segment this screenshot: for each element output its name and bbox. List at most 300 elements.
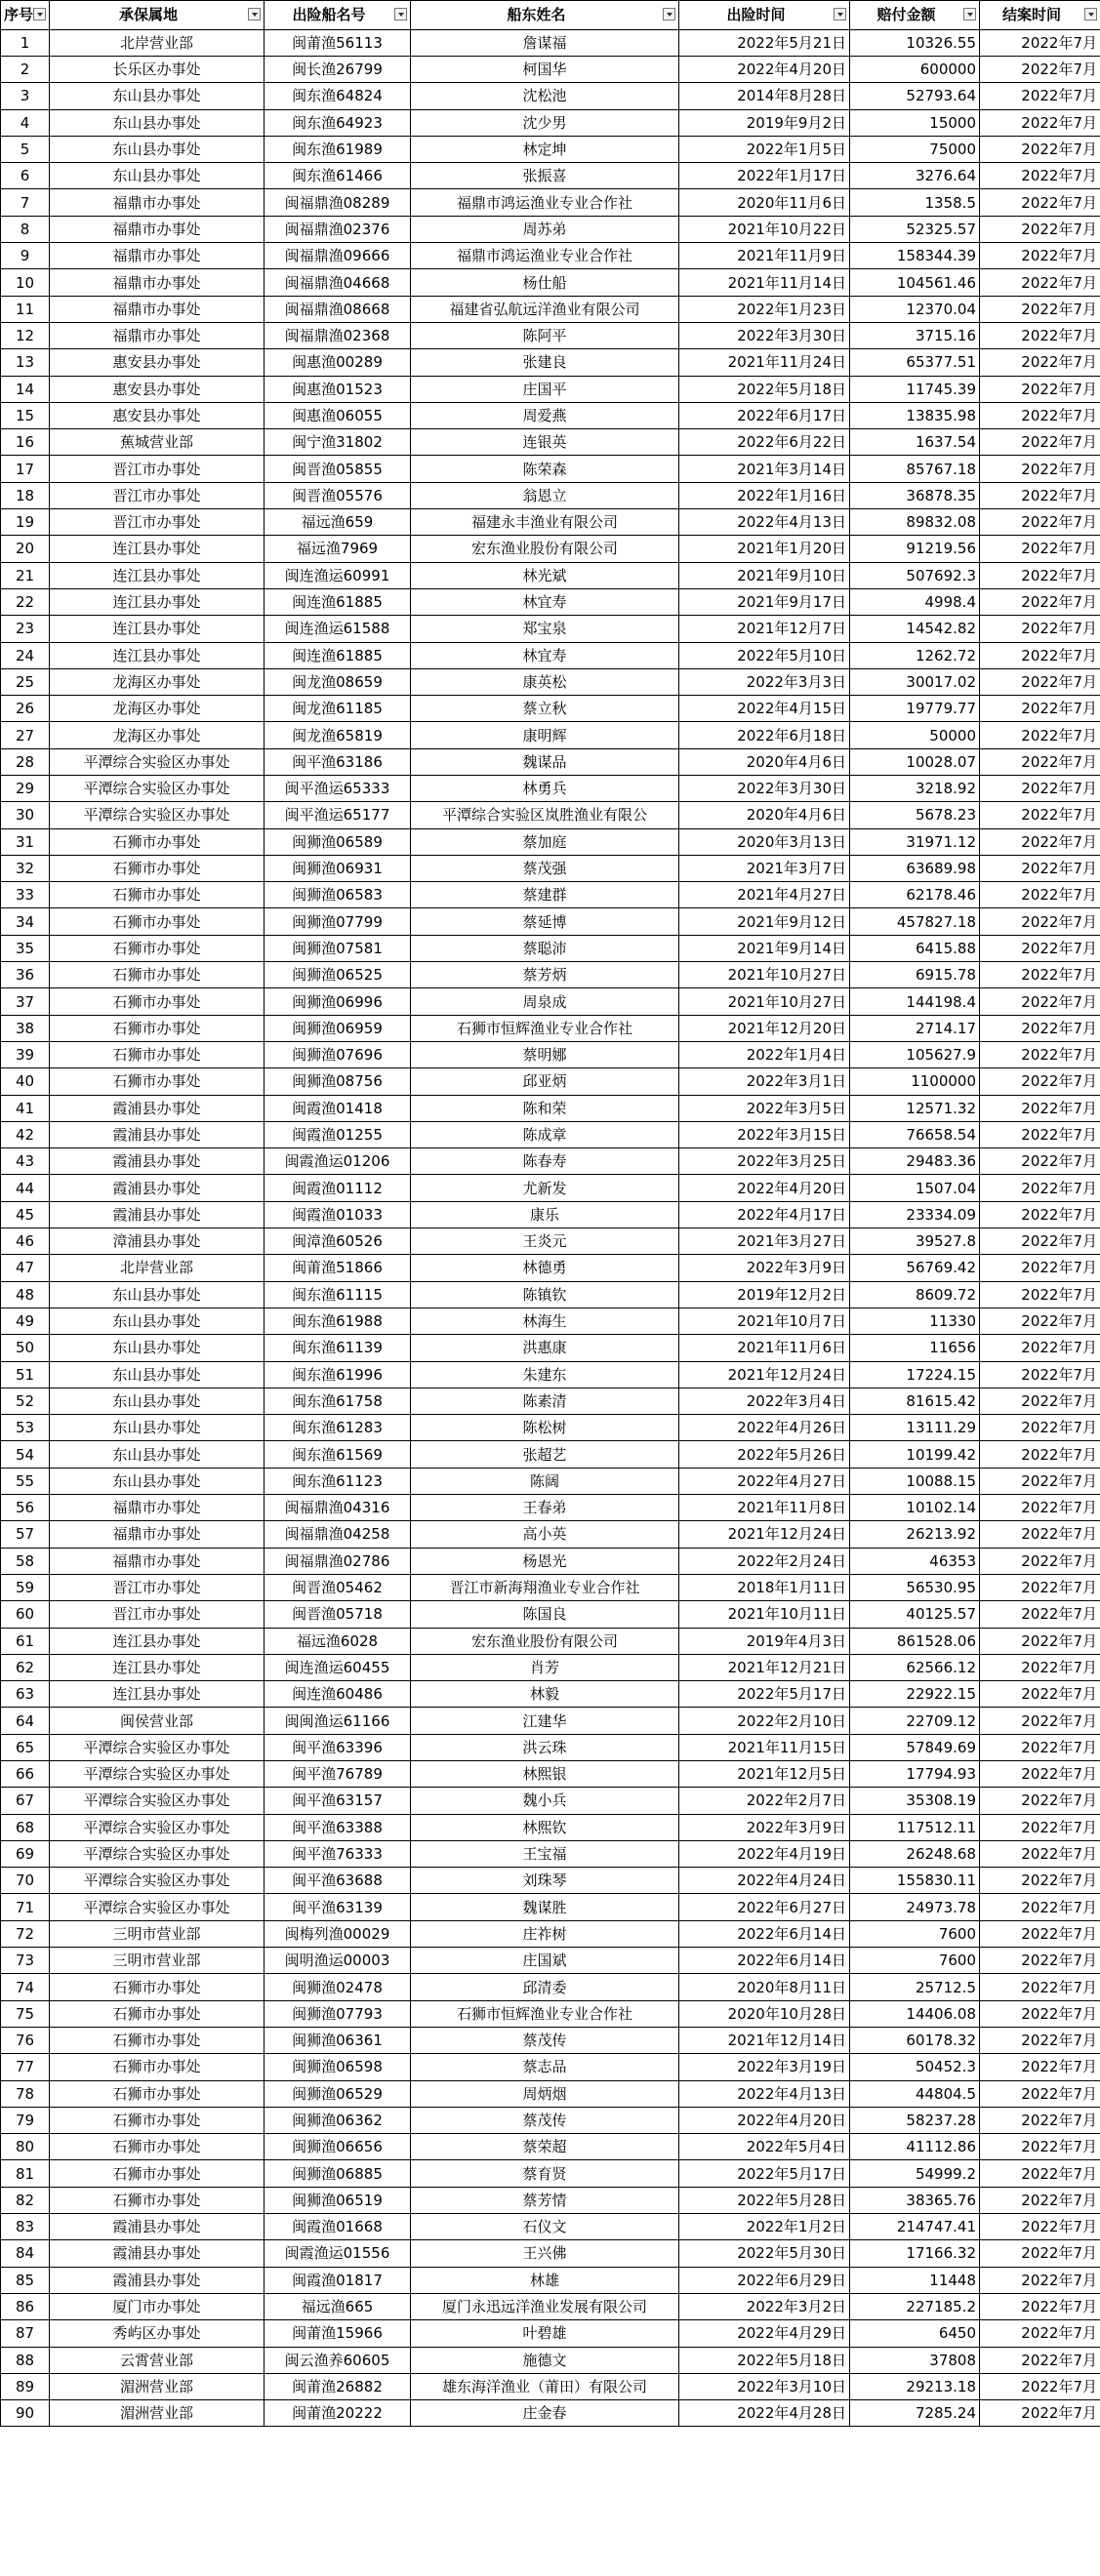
cell-amount[interactable]: 35308.19 [850,1788,980,1814]
filter-dropdown-icon[interactable] [663,8,675,20]
cell-close-date[interactable]: 2022年7月 [980,802,1100,828]
cell-vessel[interactable]: 闽福鼎渔02786 [265,1548,411,1574]
cell-owner[interactable]: 林光斌 [411,562,679,588]
cell-owner[interactable]: 沈少男 [411,109,679,136]
cell-branch[interactable]: 连江县办事处 [50,536,265,562]
cell-owner[interactable]: 林宜寿 [411,642,679,668]
cell-incident-date[interactable]: 2021年9月14日 [679,935,850,961]
cell-seq[interactable]: 27 [1,722,50,748]
cell-owner[interactable]: 林勇兵 [411,776,679,802]
cell-close-date[interactable]: 2022年7月 [980,1788,1100,1814]
cell-vessel[interactable]: 闽东渔61139 [265,1335,411,1361]
cell-owner[interactable]: 柯国华 [411,56,679,82]
cell-owner[interactable]: 陈镇钦 [411,1281,679,1308]
cell-incident-date[interactable]: 2022年3月1日 [679,1068,850,1095]
cell-vessel[interactable]: 闽福鼎渔04316 [265,1495,411,1521]
cell-incident-date[interactable]: 2022年6月14日 [679,1920,850,1947]
cell-branch[interactable]: 福鼎市办事处 [50,216,265,242]
cell-owner[interactable]: 庄国斌 [411,1948,679,1974]
cell-branch[interactable]: 蕉城营业部 [50,429,265,456]
cell-close-date[interactable]: 2022年7月 [980,828,1100,855]
filter-dropdown-icon[interactable] [394,8,407,20]
cell-vessel[interactable]: 闽连渔运60991 [265,562,411,588]
cell-vessel[interactable]: 闽晋渔05462 [265,1574,411,1600]
cell-amount[interactable]: 158344.39 [850,243,980,269]
cell-close-date[interactable]: 2022年7月 [980,2107,1100,2133]
cell-amount[interactable]: 1262.72 [850,642,980,668]
cell-incident-date[interactable]: 2022年3月19日 [679,2054,850,2080]
cell-seq[interactable]: 82 [1,2187,50,2213]
cell-seq[interactable]: 16 [1,429,50,456]
cell-seq[interactable]: 44 [1,1175,50,1201]
cell-amount[interactable]: 29483.36 [850,1148,980,1175]
cell-seq[interactable]: 75 [1,2000,50,2027]
cell-incident-date[interactable]: 2022年6月27日 [679,1894,850,1920]
cell-close-date[interactable]: 2022年7月 [980,216,1100,242]
cell-amount[interactable]: 11330 [850,1308,980,1334]
cell-vessel[interactable]: 闽狮渔06931 [265,855,411,881]
cell-branch[interactable]: 石狮市办事处 [50,2054,265,2080]
cell-incident-date[interactable]: 2022年5月17日 [679,2160,850,2187]
cell-close-date[interactable]: 2022年7月 [980,1228,1100,1255]
cell-vessel[interactable]: 闽莆渔26882 [265,2373,411,2399]
cell-branch[interactable]: 石狮市办事处 [50,935,265,961]
cell-owner[interactable]: 蔡加庭 [411,828,679,855]
cell-incident-date[interactable]: 2020年3月13日 [679,828,850,855]
cell-vessel[interactable]: 闽东渔61989 [265,136,411,162]
cell-owner[interactable]: 林定坤 [411,136,679,162]
cell-close-date[interactable]: 2022年7月 [980,243,1100,269]
cell-seq[interactable]: 72 [1,1920,50,1947]
cell-owner[interactable]: 周炳烟 [411,2080,679,2107]
cell-owner[interactable]: 施德文 [411,2347,679,2373]
cell-amount[interactable]: 50000 [850,722,980,748]
cell-seq[interactable]: 13 [1,349,50,376]
cell-branch[interactable]: 北岸营业部 [50,1255,265,1281]
cell-branch[interactable]: 福鼎市办事处 [50,322,265,348]
cell-close-date[interactable]: 2022年7月 [980,189,1100,216]
cell-incident-date[interactable]: 2022年1月16日 [679,482,850,508]
cell-incident-date[interactable]: 2020年11月6日 [679,189,850,216]
cell-vessel[interactable]: 闽龙渔08659 [265,668,411,695]
cell-owner[interactable]: 雄东海洋渔业（莆田）有限公司 [411,2373,679,2399]
cell-amount[interactable]: 62178.46 [850,882,980,908]
cell-incident-date[interactable]: 2022年2月10日 [679,1708,850,1734]
cell-branch[interactable]: 霞浦县办事处 [50,1121,265,1147]
cell-close-date[interactable]: 2022年7月 [980,1175,1100,1201]
cell-amount[interactable]: 12571.32 [850,1095,980,1121]
cell-seq[interactable]: 78 [1,2080,50,2107]
cell-amount[interactable]: 22709.12 [850,1708,980,1734]
cell-owner[interactable]: 林海生 [411,1308,679,1334]
cell-amount[interactable]: 89832.08 [850,509,980,536]
cell-vessel[interactable]: 闽莆渔56113 [265,29,411,56]
cell-owner[interactable]: 陈和荣 [411,1095,679,1121]
cell-vessel[interactable]: 闽狮渔07793 [265,2000,411,2027]
cell-branch[interactable]: 平潭综合实验区办事处 [50,748,265,775]
cell-branch[interactable]: 平潭综合实验区办事处 [50,776,265,802]
cell-seq[interactable]: 79 [1,2107,50,2133]
cell-close-date[interactable]: 2022年7月 [980,1041,1100,1067]
cell-incident-date[interactable]: 2022年4月29日 [679,2320,850,2347]
cell-close-date[interactable]: 2022年7月 [980,269,1100,296]
cell-branch[interactable]: 福鼎市办事处 [50,1495,265,1521]
cell-vessel[interactable]: 闽霞渔01668 [265,2214,411,2240]
cell-incident-date[interactable]: 2022年5月28日 [679,2187,850,2213]
cell-amount[interactable]: 12370.04 [850,296,980,322]
cell-seq[interactable]: 81 [1,2160,50,2187]
cell-incident-date[interactable]: 2022年4月27日 [679,1468,850,1494]
cell-owner[interactable]: 林熙钦 [411,1814,679,1840]
cell-incident-date[interactable]: 2022年4月20日 [679,1175,850,1201]
cell-amount[interactable]: 155830.11 [850,1868,980,1894]
cell-close-date[interactable]: 2022年7月 [980,722,1100,748]
cell-amount[interactable]: 85767.18 [850,456,980,482]
cell-incident-date[interactable]: 2021年10月27日 [679,962,850,988]
cell-seq[interactable]: 48 [1,1281,50,1308]
cell-close-date[interactable]: 2022年7月 [980,56,1100,82]
cell-amount[interactable]: 17166.32 [850,2240,980,2267]
cell-amount[interactable]: 600000 [850,56,980,82]
cell-amount[interactable]: 861528.06 [850,1628,980,1654]
cell-amount[interactable]: 14542.82 [850,616,980,642]
cell-amount[interactable]: 56769.42 [850,1255,980,1281]
cell-owner[interactable]: 晋江市新海翔渔业专业合作社 [411,1574,679,1600]
cell-vessel[interactable]: 福远渔659 [265,509,411,536]
cell-seq[interactable]: 53 [1,1415,50,1441]
cell-amount[interactable]: 457827.18 [850,908,980,935]
cell-owner[interactable]: 康明辉 [411,722,679,748]
cell-owner[interactable]: 蔡育贤 [411,2160,679,2187]
cell-vessel[interactable]: 闽福鼎渔09666 [265,243,411,269]
cell-close-date[interactable]: 2022年7月 [980,1681,1100,1708]
cell-vessel[interactable]: 闽长渔26799 [265,56,411,82]
cell-amount[interactable]: 227185.2 [850,2293,980,2319]
cell-branch[interactable]: 石狮市办事处 [50,2080,265,2107]
cell-vessel[interactable]: 闽霞渔01255 [265,1121,411,1147]
cell-vessel[interactable]: 闽狮渔07581 [265,935,411,961]
cell-vessel[interactable]: 闽莆渔51866 [265,1255,411,1281]
cell-seq[interactable]: 83 [1,2214,50,2240]
cell-vessel[interactable]: 闽霞渔01112 [265,1175,411,1201]
cell-seq[interactable]: 9 [1,243,50,269]
cell-amount[interactable]: 1100000 [850,1068,980,1095]
cell-branch[interactable]: 福鼎市办事处 [50,296,265,322]
cell-vessel[interactable]: 闽连渔运60455 [265,1654,411,1680]
cell-vessel[interactable]: 闽狮渔06959 [265,1015,411,1041]
cell-seq[interactable]: 87 [1,2320,50,2347]
cell-owner[interactable]: 厦门永迅远洋渔业发展有限公司 [411,2293,679,2319]
cell-vessel[interactable]: 闽龙渔65819 [265,722,411,748]
cell-close-date[interactable]: 2022年7月 [980,456,1100,482]
cell-seq[interactable]: 88 [1,2347,50,2373]
cell-seq[interactable]: 31 [1,828,50,855]
cell-amount[interactable]: 19779.77 [850,696,980,722]
cell-branch[interactable]: 漳浦县办事处 [50,1228,265,1255]
cell-owner[interactable]: 蔡立秋 [411,696,679,722]
cell-seq[interactable]: 32 [1,855,50,881]
cell-amount[interactable]: 6915.78 [850,962,980,988]
cell-incident-date[interactable]: 2021年3月14日 [679,456,850,482]
cell-owner[interactable]: 林宜寿 [411,588,679,615]
cell-amount[interactable]: 58237.28 [850,2107,980,2133]
cell-vessel[interactable]: 闽霞渔01033 [265,1201,411,1228]
cell-owner[interactable]: 高小英 [411,1521,679,1548]
cell-seq[interactable]: 46 [1,1228,50,1255]
cell-close-date[interactable]: 2022年7月 [980,1495,1100,1521]
cell-vessel[interactable]: 闽狮渔06583 [265,882,411,908]
cell-seq[interactable]: 50 [1,1335,50,1361]
cell-incident-date[interactable]: 2021年9月10日 [679,562,850,588]
cell-owner[interactable]: 魏小兵 [411,1788,679,1814]
cell-incident-date[interactable]: 2022年3月3日 [679,668,850,695]
cell-branch[interactable]: 秀屿区办事处 [50,2320,265,2347]
cell-close-date[interactable]: 2022年7月 [980,1201,1100,1228]
cell-owner[interactable]: 陈荣森 [411,456,679,482]
cell-vessel[interactable]: 闽惠渔01523 [265,376,411,402]
cell-branch[interactable]: 长乐区办事处 [50,56,265,82]
cell-vessel[interactable]: 闽莆渔15966 [265,2320,411,2347]
cell-owner[interactable]: 庄国平 [411,376,679,402]
cell-seq[interactable]: 54 [1,1441,50,1468]
cell-seq[interactable]: 51 [1,1361,50,1388]
cell-vessel[interactable]: 闽东渔61466 [265,163,411,189]
cell-incident-date[interactable]: 2021年11月15日 [679,1734,850,1760]
cell-seq[interactable]: 17 [1,456,50,482]
cell-amount[interactable]: 63689.98 [850,855,980,881]
cell-owner[interactable]: 蔡芳炳 [411,962,679,988]
cell-branch[interactable]: 北岸营业部 [50,29,265,56]
cell-incident-date[interactable]: 2021年12月7日 [679,616,850,642]
cell-branch[interactable]: 平潭综合实验区办事处 [50,1840,265,1867]
cell-amount[interactable]: 10102.14 [850,1495,980,1521]
cell-close-date[interactable]: 2022年7月 [980,1468,1100,1494]
cell-branch[interactable]: 石狮市办事处 [50,2187,265,2213]
cell-branch[interactable]: 东山县办事处 [50,1415,265,1441]
cell-vessel[interactable]: 闽东渔61123 [265,1468,411,1494]
cell-branch[interactable]: 东山县办事处 [50,1281,265,1308]
cell-branch[interactable]: 石狮市办事处 [50,908,265,935]
cell-seq[interactable]: 26 [1,696,50,722]
cell-amount[interactable]: 10028.07 [850,748,980,775]
cell-seq[interactable]: 66 [1,1760,50,1787]
cell-branch[interactable]: 霞浦县办事处 [50,2240,265,2267]
cell-incident-date[interactable]: 2022年4月24日 [679,1868,850,1894]
cell-vessel[interactable]: 闽狮渔06589 [265,828,411,855]
cell-owner[interactable]: 蔡芳情 [411,2187,679,2213]
cell-close-date[interactable]: 2022年7月 [980,2160,1100,2187]
cell-amount[interactable]: 52793.64 [850,83,980,109]
cell-branch[interactable]: 石狮市办事处 [50,882,265,908]
filter-dropdown-icon[interactable] [248,8,261,20]
cell-seq[interactable]: 34 [1,908,50,935]
cell-owner[interactable]: 石仪文 [411,2214,679,2240]
cell-branch[interactable]: 东山县办事处 [50,1388,265,1414]
cell-amount[interactable]: 7285.24 [850,2400,980,2427]
cell-vessel[interactable]: 闽惠渔00289 [265,349,411,376]
cell-owner[interactable]: 王春弟 [411,1495,679,1521]
cell-amount[interactable]: 3715.16 [850,322,980,348]
cell-branch[interactable]: 连江县办事处 [50,1681,265,1708]
cell-close-date[interactable]: 2022年7月 [980,136,1100,162]
cell-close-date[interactable]: 2022年7月 [980,1920,1100,1947]
cell-close-date[interactable]: 2022年7月 [980,2187,1100,2213]
cell-amount[interactable]: 23334.09 [850,1201,980,1228]
cell-incident-date[interactable]: 2022年5月18日 [679,2347,850,2373]
cell-branch[interactable]: 霞浦县办事处 [50,2267,265,2293]
cell-branch[interactable]: 东山县办事处 [50,83,265,109]
cell-seq[interactable]: 67 [1,1788,50,1814]
cell-amount[interactable]: 44804.5 [850,2080,980,2107]
cell-incident-date[interactable]: 2022年5月17日 [679,1681,850,1708]
cell-vessel[interactable]: 闽东渔64923 [265,109,411,136]
cell-owner[interactable]: 翁恩立 [411,482,679,508]
cell-seq[interactable]: 35 [1,935,50,961]
cell-owner[interactable]: 福鼎市鸿运渔业专业合作社 [411,243,679,269]
cell-close-date[interactable]: 2022年7月 [980,29,1100,56]
cell-vessel[interactable]: 闽福鼎渔02376 [265,216,411,242]
cell-owner[interactable]: 蔡聪沛 [411,935,679,961]
cell-owner[interactable]: 杨恩光 [411,1548,679,1574]
cell-close-date[interactable]: 2022年7月 [980,988,1100,1015]
cell-close-date[interactable]: 2022年7月 [980,2134,1100,2160]
cell-vessel[interactable]: 闽漳渔60526 [265,1228,411,1255]
cell-vessel[interactable]: 闽晋渔05576 [265,482,411,508]
cell-branch[interactable]: 晋江市办事处 [50,456,265,482]
cell-seq[interactable]: 40 [1,1068,50,1095]
cell-incident-date[interactable]: 2021年12月24日 [679,1361,850,1388]
cell-owner[interactable]: 庄金春 [411,2400,679,2427]
cell-branch[interactable]: 霞浦县办事处 [50,2214,265,2240]
cell-vessel[interactable]: 闽福鼎渔08668 [265,296,411,322]
cell-seq[interactable]: 56 [1,1495,50,1521]
cell-close-date[interactable]: 2022年7月 [980,482,1100,508]
cell-close-date[interactable]: 2022年7月 [980,1441,1100,1468]
cell-close-date[interactable]: 2022年7月 [980,1734,1100,1760]
cell-vessel[interactable]: 闽狮渔06361 [265,2027,411,2053]
cell-owner[interactable]: 蔡茂传 [411,2107,679,2133]
cell-incident-date[interactable]: 2021年10月7日 [679,1308,850,1334]
cell-close-date[interactable]: 2022年7月 [980,349,1100,376]
cell-seq[interactable]: 86 [1,2293,50,2319]
cell-amount[interactable]: 57849.69 [850,1734,980,1760]
cell-incident-date[interactable]: 2022年3月15日 [679,1121,850,1147]
cell-seq[interactable]: 28 [1,748,50,775]
cell-close-date[interactable]: 2022年7月 [980,376,1100,402]
cell-vessel[interactable]: 福远渔7969 [265,536,411,562]
cell-owner[interactable]: 蔡荣超 [411,2134,679,2160]
cell-close-date[interactable]: 2022年7月 [980,1095,1100,1121]
cell-close-date[interactable]: 2022年7月 [980,1015,1100,1041]
cell-incident-date[interactable]: 2021年4月27日 [679,882,850,908]
cell-vessel[interactable]: 闽狮渔07696 [265,1041,411,1067]
cell-amount[interactable]: 37808 [850,2347,980,2373]
cell-close-date[interactable]: 2022年7月 [980,429,1100,456]
cell-close-date[interactable]: 2022年7月 [980,1948,1100,1974]
cell-seq[interactable]: 42 [1,1121,50,1147]
cell-close-date[interactable]: 2022年7月 [980,1628,1100,1654]
cell-seq[interactable]: 1 [1,29,50,56]
cell-amount[interactable]: 10088.15 [850,1468,980,1494]
cell-seq[interactable]: 33 [1,882,50,908]
cell-owner[interactable]: 林德勇 [411,1255,679,1281]
cell-amount[interactable]: 46353 [850,1548,980,1574]
cell-seq[interactable]: 23 [1,616,50,642]
cell-branch[interactable]: 云霄营业部 [50,2347,265,2373]
cell-branch[interactable]: 平潭综合实验区办事处 [50,1788,265,1814]
cell-amount[interactable]: 13111.29 [850,1415,980,1441]
cell-incident-date[interactable]: 2022年3月30日 [679,322,850,348]
cell-vessel[interactable]: 闽东渔61283 [265,1415,411,1441]
cell-close-date[interactable]: 2022年7月 [980,2320,1100,2347]
cell-owner[interactable]: 庄祚树 [411,1920,679,1947]
cell-incident-date[interactable]: 2022年4月13日 [679,2080,850,2107]
cell-close-date[interactable]: 2022年7月 [980,2027,1100,2053]
cell-branch[interactable]: 平潭综合实验区办事处 [50,1814,265,1840]
cell-incident-date[interactable]: 2022年3月2日 [679,2293,850,2319]
cell-vessel[interactable]: 闽宁渔31802 [265,429,411,456]
cell-branch[interactable]: 霞浦县办事处 [50,1201,265,1228]
cell-vessel[interactable]: 闽狮渔06525 [265,962,411,988]
cell-amount[interactable]: 29213.18 [850,2373,980,2399]
cell-branch[interactable]: 福鼎市办事处 [50,189,265,216]
cell-vessel[interactable]: 闽晋渔05718 [265,1601,411,1628]
cell-amount[interactable]: 17794.93 [850,1760,980,1787]
cell-branch[interactable]: 东山县办事处 [50,1308,265,1334]
cell-close-date[interactable]: 2022年7月 [980,1708,1100,1734]
cell-seq[interactable]: 4 [1,109,50,136]
cell-seq[interactable]: 41 [1,1095,50,1121]
cell-close-date[interactable]: 2022年7月 [980,2347,1100,2373]
cell-close-date[interactable]: 2022年7月 [980,109,1100,136]
cell-seq[interactable]: 24 [1,642,50,668]
cell-vessel[interactable]: 闽平渔运65333 [265,776,411,802]
cell-seq[interactable]: 60 [1,1601,50,1628]
cell-vessel[interactable]: 闽狮渔06656 [265,2134,411,2160]
cell-seq[interactable]: 12 [1,322,50,348]
cell-amount[interactable]: 22922.15 [850,1681,980,1708]
cell-amount[interactable]: 1507.04 [850,1175,980,1201]
cell-vessel[interactable]: 闽明渔运00003 [265,1948,411,1974]
cell-vessel[interactable]: 闽东渔61758 [265,1388,411,1414]
cell-amount[interactable]: 1637.54 [850,429,980,456]
cell-owner[interactable]: 林毅 [411,1681,679,1708]
cell-owner[interactable]: 邱亚炳 [411,1068,679,1095]
cell-close-date[interactable]: 2022年7月 [980,2400,1100,2427]
cell-owner[interactable]: 张建良 [411,349,679,376]
cell-owner[interactable]: 魏谋品 [411,748,679,775]
cell-close-date[interactable]: 2022年7月 [980,1255,1100,1281]
cell-branch[interactable]: 东山县办事处 [50,1335,265,1361]
cell-incident-date[interactable]: 2022年4月28日 [679,2400,850,2427]
cell-seq[interactable]: 10 [1,269,50,296]
cell-seq[interactable]: 84 [1,2240,50,2267]
cell-vessel[interactable]: 闽霞渔01418 [265,1095,411,1121]
cell-owner[interactable]: 宏东渔业股份有限公司 [411,536,679,562]
cell-close-date[interactable]: 2022年7月 [980,668,1100,695]
cell-vessel[interactable]: 闽狮渔06598 [265,2054,411,2080]
cell-owner[interactable]: 林雄 [411,2267,679,2293]
cell-seq[interactable]: 69 [1,1840,50,1867]
cell-vessel[interactable]: 闽云渔养60605 [265,2347,411,2373]
cell-seq[interactable]: 11 [1,296,50,322]
cell-incident-date[interactable]: 2022年1月23日 [679,296,850,322]
cell-branch[interactable]: 湄洲营业部 [50,2373,265,2399]
cell-seq[interactable]: 19 [1,509,50,536]
cell-amount[interactable]: 7600 [850,1920,980,1947]
cell-incident-date[interactable]: 2021年3月27日 [679,1228,850,1255]
cell-vessel[interactable]: 闽平渔63139 [265,1894,411,1920]
